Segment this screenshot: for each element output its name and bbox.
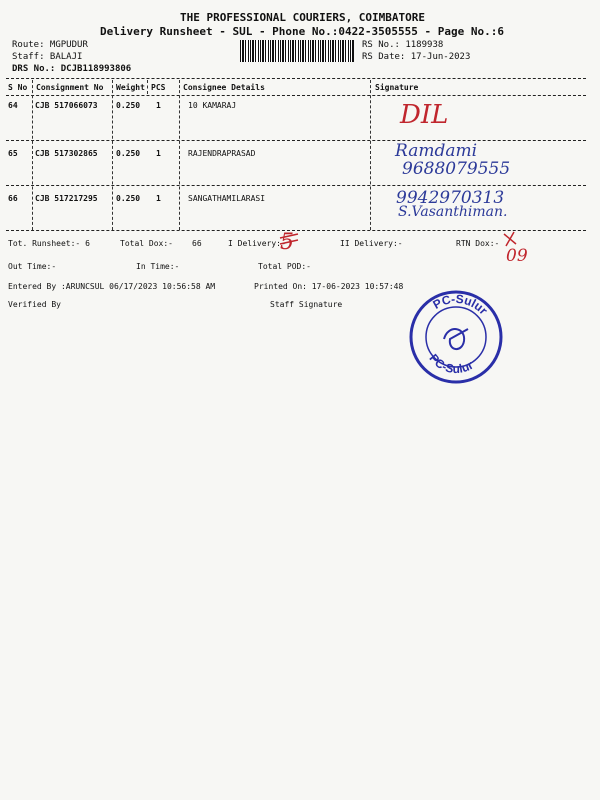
- i-delivery-label: I Delivery:-: [228, 239, 286, 248]
- strike-mark-icon: [276, 228, 306, 258]
- row-sno: 64: [8, 101, 18, 110]
- col-pcs: PCS: [151, 83, 166, 92]
- col-divider: [32, 80, 33, 230]
- row-consignee: SANGATHAMILARASI: [188, 194, 266, 203]
- total-pod: Total POD:-: [258, 262, 311, 271]
- row-pcs: 1: [156, 149, 161, 158]
- row-consignee: 10 KAMARAJ: [188, 101, 237, 110]
- post-office-stamp-icon: [408, 289, 504, 385]
- rtn-dox-label: RTN Dox:-: [456, 239, 500, 248]
- row-signature: DIL: [400, 100, 449, 130]
- col-divider: [112, 80, 113, 230]
- route-label: Route: MGPUDUR: [12, 40, 88, 50]
- tot-runsheet: Tot. Runsheet:- 6: [8, 239, 90, 248]
- row-weight: 0.250: [116, 101, 141, 110]
- col-consignee: Consignee Details: [183, 83, 265, 92]
- staff-signature-label: Staff Signature: [270, 300, 343, 309]
- row-weight: 0.250: [116, 149, 141, 158]
- col-divider: [147, 80, 148, 94]
- table-top-rule: [6, 78, 586, 79]
- drs-number: DRS No.: DCJB118993806: [12, 64, 132, 74]
- col-signature: Signature: [375, 83, 419, 92]
- col-weight: Weight: [116, 83, 145, 92]
- barcode: [240, 40, 354, 62]
- stamp-top-text: PC-Sulur: [430, 291, 491, 318]
- row-signature-phone: 9688079555: [402, 159, 511, 179]
- i-delivery-handwritten: 5: [280, 230, 294, 255]
- row-sno: 66: [8, 194, 18, 203]
- col-divider: [370, 80, 371, 230]
- row-sno: 65: [8, 149, 18, 158]
- out-time: Out Time:-: [8, 262, 57, 271]
- row-rule: [6, 140, 586, 141]
- strike-mark-icon: [500, 230, 522, 250]
- row-consignment: CJB 517302865: [35, 149, 98, 158]
- printed-on: Printed On: 17-06-2023 10:57:48: [254, 282, 404, 291]
- stamp-bottom-text: PC-Sulur: [426, 351, 476, 377]
- runsheet-subtitle: Delivery Runsheet - SUL - Phone No.:0422-3505555 - Page No.:6: [100, 25, 504, 38]
- row-signature: S.Vasanthiman.: [398, 204, 508, 220]
- col-divider: [179, 80, 180, 230]
- rtn-dox-handwritten: 09: [506, 246, 528, 266]
- row-pcs: 1: [156, 101, 161, 110]
- rs-date: RS Date: 17-Jun-2023: [362, 52, 471, 62]
- row-signature: Ramdami: [395, 141, 478, 161]
- rs-number: RS No.: 1189938: [362, 40, 444, 50]
- table-header-rule: [6, 95, 586, 96]
- row-consignment: CJB 517066073: [35, 101, 98, 110]
- total-dox-value: 66: [192, 239, 202, 248]
- in-time: In Time:-: [136, 262, 180, 271]
- row-signature-phone: 9942970313: [396, 188, 505, 208]
- staff-label: Staff: BALAJI: [12, 52, 83, 62]
- row-pcs: 1: [156, 194, 161, 203]
- col-sno: S No: [8, 83, 28, 92]
- entered-by: Entered By :ARUNCSUL 06/17/2023 10:56:58 AM: [8, 282, 216, 291]
- total-dox-label: Total Dox:-: [120, 239, 173, 248]
- ii-delivery-label: II Delivery:-: [340, 239, 403, 248]
- col-consignment: Consignment No: [36, 83, 104, 92]
- company-title: THE PROFESSIONAL COURIERS, COIMBATORE: [180, 11, 426, 24]
- verified-by: Verified By: [8, 300, 61, 309]
- row-weight: 0.250: [116, 194, 141, 203]
- row-consignment: CJB 517217295: [35, 194, 98, 203]
- svg-text:PC-Sulur: [426, 351, 476, 376]
- row-rule: [6, 185, 586, 186]
- row-consignee: RAJENDRAPRASAD: [188, 149, 256, 158]
